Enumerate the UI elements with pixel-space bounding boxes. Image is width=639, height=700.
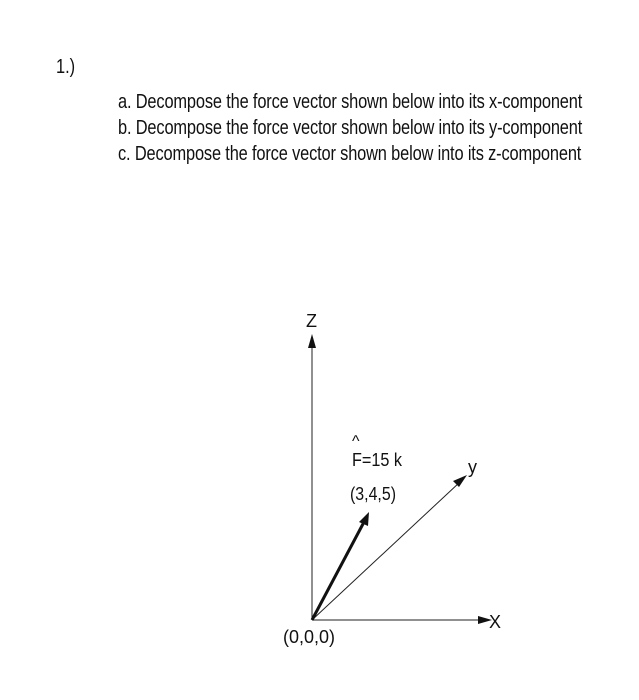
z-axis-label: Z [306, 311, 317, 331]
y-axis-label: y [468, 457, 477, 477]
force-hat: ^ [352, 433, 360, 450]
problem-number: 1.) [56, 56, 76, 78]
force-vector-arrowhead [359, 512, 369, 526]
y-axis-arrowhead [453, 475, 467, 487]
origin-label: (0,0,0) [283, 627, 335, 647]
question-part-c: c. Decompose the force vector shown below into its z-component [118, 142, 582, 165]
force-magnitude-label: F=15 k [352, 450, 403, 470]
x-axis-label: X [489, 612, 502, 632]
question-part-a: a. Decompose the force vector shown below into its x-component [118, 90, 583, 113]
z-axis-arrowhead [308, 334, 316, 348]
force-point-label: (3,4,5) [350, 484, 396, 504]
force-vector [312, 522, 364, 620]
question-part-b: b. Decompose the force vector shown below into its y-component [118, 116, 583, 139]
